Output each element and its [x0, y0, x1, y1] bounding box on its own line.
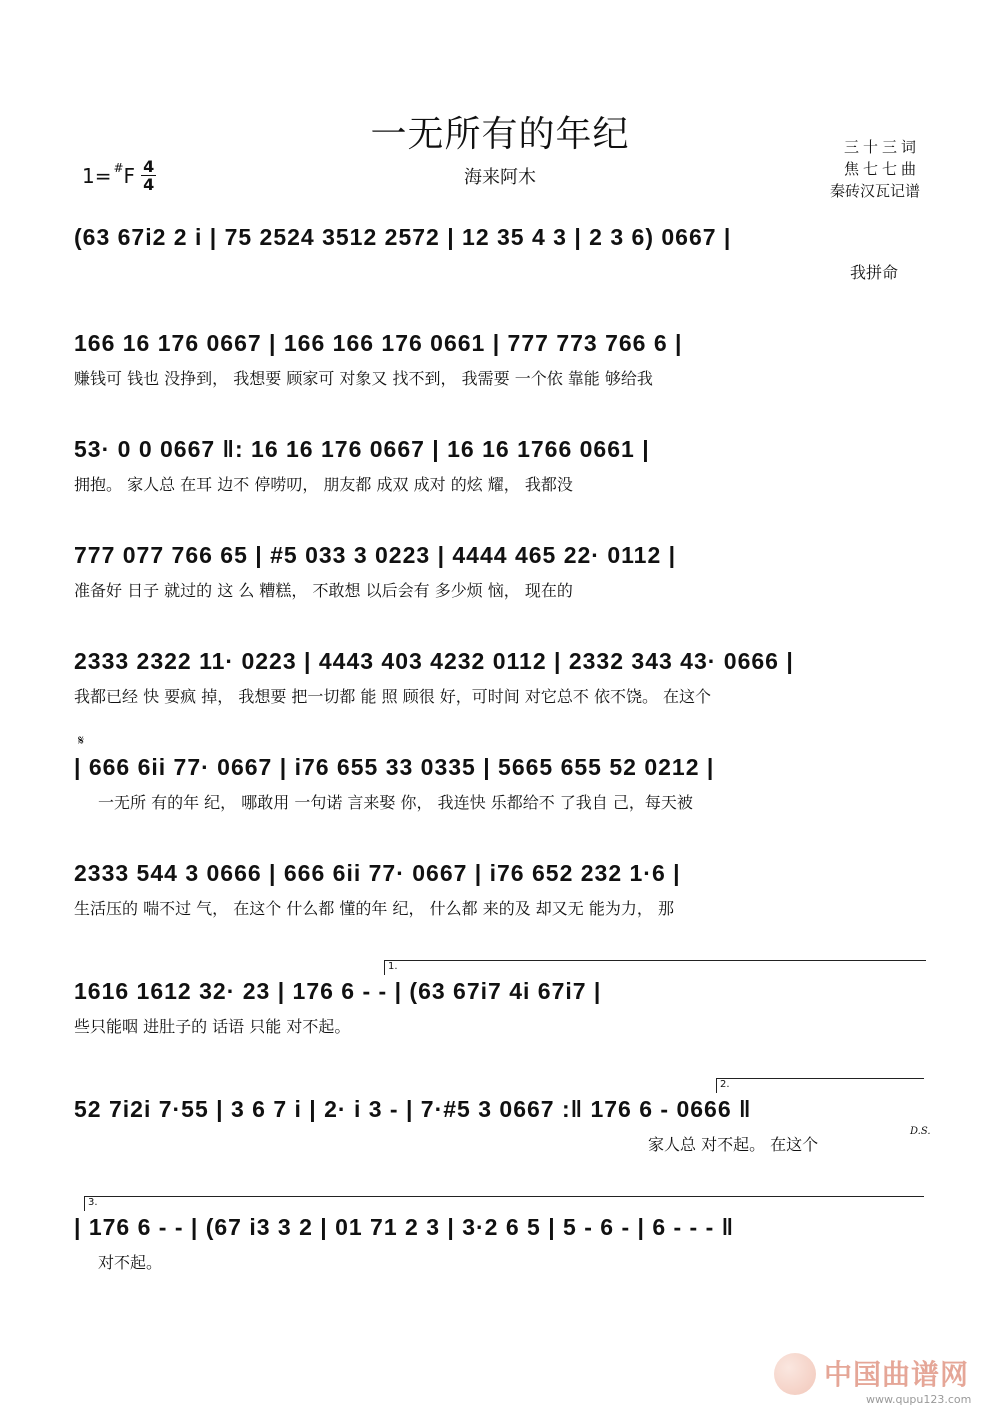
- time-top: 4: [143, 157, 155, 176]
- notes: 1616 1612 32· 23 | 176 6 - - | (63 67i7 4i 67i7 |: [74, 977, 602, 1004]
- lyrics: 准备好 日子 就过的 这 么 糟糕， 不敢想 以后会有 多少烦 恼， 现在的: [74, 581, 573, 600]
- notes: 2333 544 3 0666 | 666 6ii 77· 0667 | i76 652 232 1·6 |: [74, 859, 681, 886]
- notes: 777 077 766 65 | #5 033 3 0223 | 4444 465 22· 0112 |: [74, 541, 677, 568]
- lyricist: 三十三词: [843, 138, 920, 156]
- song-title: 一无所有的年纪: [370, 114, 630, 155]
- volta-2: 2.: [716, 1078, 924, 1093]
- score-line-9: [74, 1094, 924, 1158]
- score-line-5: [74, 646, 924, 710]
- ds-mark: D.S.: [910, 1126, 931, 1137]
- lyrics: 赚钱可 钱也 没挣到， 我想要 顾家可 对象又 找不到， 我需要 一个依 靠能 够给我: [74, 369, 653, 388]
- notes: | 176 6 - - | (67 i3 3 2 | 01 71 2 3 | 3·2 6 5 | 5 - 6 - | 6 - - - ‖: [74, 1213, 735, 1240]
- score-line-7: [74, 858, 924, 922]
- watermark-logo-icon: [774, 1353, 816, 1395]
- singer-name: 海来阿木: [464, 167, 536, 188]
- notes: 2333 2322 11· 0223 | 4443 403 4232 0112 | 2332 343 43· 0666 |: [74, 647, 794, 674]
- lyrics: 家人总 对不起。 在这个: [648, 1135, 819, 1154]
- notes: 166 16 176 0667 | 166 166 176 0661 | 777 773 766 6 |: [74, 329, 683, 356]
- lyrics: 对不起。: [98, 1253, 163, 1272]
- key-sharp: #: [113, 160, 124, 175]
- composer: 焦七七曲: [843, 160, 920, 178]
- lyrics: 一无所 有的年 纪， 哪敢用 一句诺 言来娶 你， 我连快 乐都给不 了我自 己，每天被: [98, 793, 693, 812]
- credits: [830, 136, 920, 202]
- lyrics: 些只能咽 进肚子的 话语 只能 对不起。: [74, 1017, 351, 1036]
- score-line-1: [74, 222, 924, 286]
- time-signature: [141, 158, 156, 193]
- volta-1: 1.: [384, 960, 926, 975]
- notes: 52 7i2i 7·55 | 3 6 7 i | 2· i 3 - | 7·#5 3 0667 :‖ 176 6 - 0666 ‖: [74, 1095, 752, 1122]
- time-bottom: 4: [143, 175, 155, 194]
- watermark-brand: 中国曲谱网: [824, 1358, 970, 1391]
- notes: (63 67i2 2 i | 75 2524 3512 2572 | 12 35 4 3 | 2 3 6) 0667 |: [74, 223, 732, 250]
- key-signature: [82, 158, 156, 193]
- score-line-2: [74, 328, 924, 392]
- notes: 53· 0 0 0667 ‖: 16 16 176 0667 | 16 16 1766 0661 |: [74, 435, 650, 462]
- lyrics: 拥抱。 家人总 在耳 边不 停唠叨， 朋友都 成双 成对 的炫 耀， 我都没: [74, 475, 573, 494]
- watermark-url: www.qupu123.com: [866, 1393, 972, 1406]
- key-prefix: 1=: [82, 163, 112, 188]
- score-line-10: [74, 1212, 924, 1276]
- segno-mark: 𝄋: [78, 733, 85, 749]
- lyrics: 我都已经 快 要疯 掉， 我想要 把一切都 能 照 顾很 好，可时间 对它总不 依不饶。 在这个: [74, 687, 712, 706]
- transcriber: 秦砖汉瓦记谱: [829, 182, 920, 200]
- notes: | 666 6ii 77· 0667 | i76 655 33 0335 | 5665 655 52 0212 |: [74, 753, 715, 780]
- lyrics: 我拼命: [850, 263, 899, 282]
- watermark: [770, 1345, 990, 1415]
- key-note: F: [123, 163, 136, 188]
- score-line-4: [74, 540, 924, 604]
- score-line-3: [74, 434, 924, 498]
- score-line-6: [74, 752, 924, 816]
- score-line-8: [74, 976, 924, 1040]
- volta-3: 3.: [84, 1196, 924, 1211]
- lyrics: 生活压的 喘不过 气， 在这个 什么都 懂的年 纪， 什么都 来的及 却又无 能为力， 那: [74, 899, 674, 918]
